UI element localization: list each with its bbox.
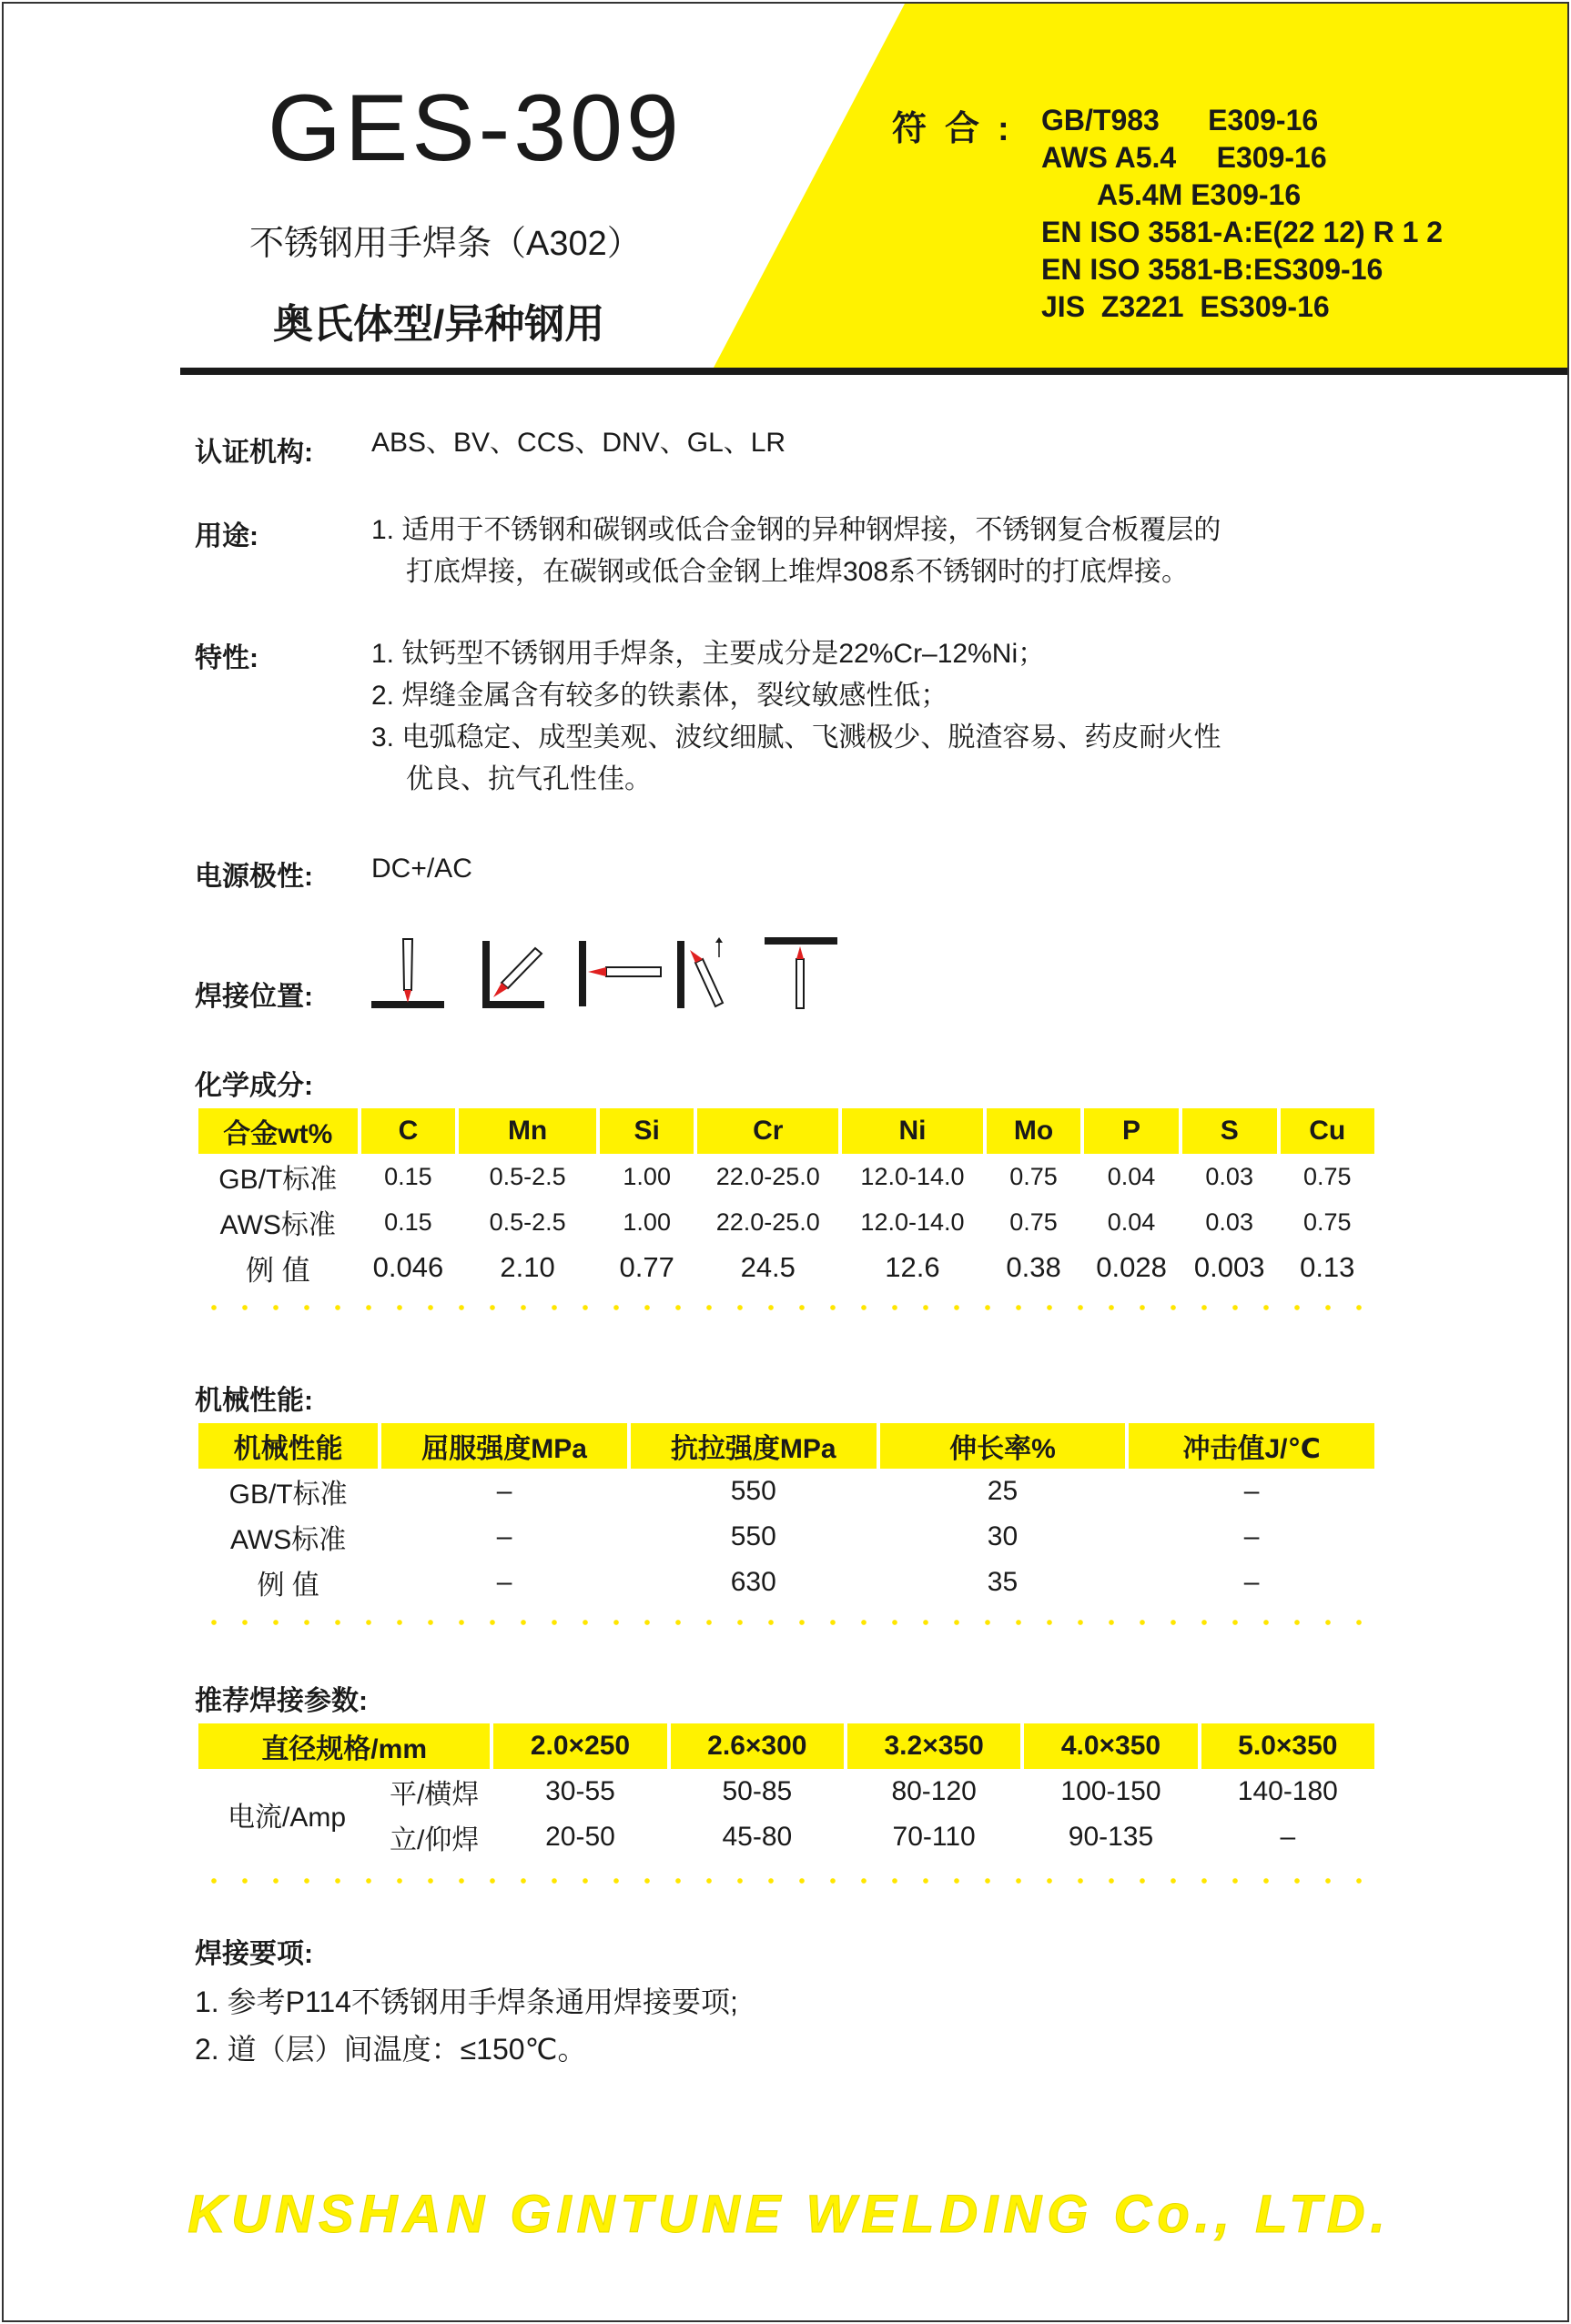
- table-cell: 0.77: [619, 1251, 674, 1283]
- chemistry-header: P: [1084, 1108, 1179, 1154]
- table-row: [198, 1514, 1374, 1560]
- table-cell: 0.03: [1205, 1162, 1253, 1190]
- polarity-label: 电源极性:: [195, 862, 313, 892]
- table-cell: 45-80: [722, 1822, 793, 1852]
- table-cell: 0.04: [1107, 1162, 1156, 1190]
- table-cell: 22.0-25.0: [715, 1207, 820, 1236]
- table-cell: –: [1243, 1476, 1260, 1506]
- table-cell: 例 值: [245, 1254, 310, 1287]
- table-cell: 12.0-14.0: [860, 1162, 965, 1190]
- conform-label: 符合:: [892, 110, 1028, 148]
- table-cell: 立/仰焊: [390, 1825, 480, 1855]
- flat-position-icon: [371, 939, 444, 1008]
- welding-position-icons: [371, 937, 845, 1010]
- conform-standard: JIS Z3221 ES309-16: [1041, 290, 1330, 323]
- table-row: [198, 1245, 1374, 1290]
- chemistry-header: C: [361, 1108, 456, 1154]
- current-label: 电流/Amp: [228, 1803, 347, 1833]
- mechanical-header: 机械性能: [198, 1423, 378, 1469]
- page-frame: [2, 2, 1569, 2322]
- chemistry-header-row: [198, 1108, 1374, 1154]
- feature-line: 3. 电弧稳定、成型美观、波纹细腻、飞溅极少、脱渣容易、药皮耐火性: [371, 722, 1221, 753]
- feature-line: 2. 焊缝金属含有较多的铁素体，裂纹敏感性低；: [371, 681, 948, 711]
- conform-standard: A5.4M E309-16: [1041, 178, 1302, 211]
- table-row: [198, 1469, 1374, 1514]
- horizontal-position-icon: [579, 941, 661, 1006]
- chemistry-header: S: [1182, 1108, 1277, 1154]
- chemistry-header: Cu: [1281, 1108, 1374, 1154]
- table-cell: –: [496, 1476, 512, 1506]
- table-cell: 140-180: [1237, 1776, 1338, 1806]
- product-type: 奥氏体型/异种钢用: [273, 302, 605, 347]
- chemistry-table: [195, 1108, 1378, 1290]
- table-cell: 12.6: [885, 1251, 940, 1283]
- table-cell: 100-150: [1060, 1776, 1161, 1806]
- table-cell: 0.15: [384, 1162, 432, 1190]
- table-row: [198, 1769, 1374, 1814]
- table-row: [198, 1560, 1374, 1605]
- params-header: 2.0×250: [493, 1723, 666, 1769]
- conform-standard: GB/T983 E309-16: [1041, 104, 1319, 136]
- horizontal-fillet-icon: [482, 941, 544, 1008]
- table-cell: –: [496, 1521, 512, 1551]
- feature-line: 1. 钛钙型不锈钢用手焊条，主要成分是22%Cr–12%Ni；: [371, 639, 1046, 669]
- mechanical-table: [195, 1423, 1378, 1605]
- usage-label: 用途:: [195, 521, 258, 551]
- certification-value: ABS、BV、CCS、DNV、GL、LR: [371, 428, 786, 458]
- table-cell: 0.003: [1193, 1251, 1265, 1283]
- dotted-divider: [198, 1305, 1373, 1310]
- params-header: 2.6×300: [671, 1723, 844, 1769]
- note-item: 1. 参考P114不锈钢用手焊条通用焊接要项;: [195, 1986, 738, 2018]
- header-divider: [180, 368, 1569, 375]
- mechanical-header: 抗拉强度MPa: [631, 1423, 877, 1469]
- params-header: 4.0×350: [1024, 1723, 1197, 1769]
- table-cell: AWS标准: [230, 1525, 347, 1555]
- params-table: [195, 1723, 1378, 1860]
- table-cell: GB/T标准: [228, 1480, 348, 1510]
- params-header: 3.2×350: [847, 1723, 1020, 1769]
- welding-notes: [195, 1931, 738, 2073]
- table-row: [198, 1199, 1374, 1245]
- conform-standard: EN ISO 3581-A:E(22 12) R 1 2: [1041, 216, 1444, 248]
- chemistry-header: Cr: [697, 1108, 838, 1154]
- table-cell: 0.5-2.5: [489, 1207, 566, 1236]
- positions-label: 焊接位置:: [195, 982, 313, 1012]
- table-cell: 550: [730, 1521, 776, 1551]
- conform-standards-list: [1041, 102, 1443, 326]
- chemistry-header: Mn: [459, 1108, 596, 1154]
- table-cell: 20-50: [545, 1822, 615, 1852]
- chemistry-header: Mo: [987, 1108, 1080, 1154]
- table-cell: GB/T标准: [218, 1165, 338, 1195]
- features-label: 特性:: [195, 643, 258, 673]
- table-cell: 2.10: [500, 1251, 555, 1283]
- table-cell: 0.75: [1302, 1207, 1352, 1236]
- polarity-value: DC+/AC: [371, 854, 472, 884]
- table-cell: –: [496, 1567, 512, 1597]
- params-header: 5.0×350: [1201, 1723, 1374, 1769]
- note-item: 2. 道（层）间温度：≤150℃。: [195, 2033, 587, 2066]
- table-cell: –: [1243, 1567, 1260, 1597]
- conform-standard: EN ISO 3581-B:ES309-16: [1041, 253, 1383, 286]
- table-cell: –: [1243, 1521, 1260, 1551]
- table-cell: 0.15: [384, 1207, 432, 1236]
- params-header-row: [198, 1723, 1374, 1769]
- table-cell: 550: [730, 1476, 776, 1506]
- table-cell: 80-120: [891, 1776, 977, 1806]
- chemistry-title: 化学成分:: [195, 1071, 313, 1101]
- table-cell: 0.03: [1205, 1207, 1253, 1236]
- table-cell: 24.5: [740, 1251, 796, 1283]
- table-cell: 平/横焊: [390, 1780, 480, 1810]
- table-cell: 0.046: [372, 1251, 444, 1283]
- table-cell: 90-135: [1068, 1822, 1154, 1852]
- table-cell: 50-85: [722, 1776, 793, 1806]
- table-cell: AWS标准: [219, 1210, 336, 1240]
- table-cell: 0.04: [1107, 1207, 1156, 1236]
- table-cell: 25: [987, 1476, 1019, 1506]
- usage-text: [371, 510, 1221, 593]
- table-cell: –: [1280, 1822, 1296, 1852]
- table-cell: 630: [730, 1567, 776, 1597]
- notes-title: 焊接要项:: [195, 1939, 313, 1969]
- company-footer: KUNSHAN GINTUNE WELDING Co., LTD.: [188, 2185, 1391, 2244]
- table-cell: 35: [987, 1567, 1019, 1597]
- product-title: GES-309: [268, 76, 683, 181]
- table-cell: 0.38: [1006, 1251, 1061, 1283]
- feature-line: 优良、抗气孔性佳。: [406, 764, 652, 794]
- mechanical-header: 冲击值J/℃: [1129, 1423, 1374, 1469]
- chemistry-header: Si: [600, 1108, 694, 1154]
- table-row: [198, 1154, 1374, 1199]
- table-cell: 70-110: [892, 1822, 976, 1852]
- usage-line: 1. 适用于不锈钢和碳钢或低合金钢的异种钢焊接，不锈钢复合板覆层的: [371, 515, 1221, 545]
- dotted-divider: [198, 1878, 1373, 1884]
- table-cell: 0.028: [1096, 1251, 1167, 1283]
- table-cell: 0.5-2.5: [489, 1162, 566, 1190]
- table-cell: 30-55: [545, 1776, 615, 1806]
- table-cell: 22.0-25.0: [715, 1162, 820, 1190]
- mechanical-title: 机械性能:: [195, 1386, 313, 1416]
- usage-line: 打底焊接，在碳钢或低合金钢上堆焊308系不锈钢时的打底焊接。: [406, 557, 1190, 587]
- chemistry-header: 合金wt%: [198, 1108, 358, 1154]
- features-text: [371, 633, 1221, 801]
- params-title: 推荐焊接参数:: [195, 1686, 368, 1716]
- table-cell: 0.75: [1302, 1162, 1352, 1190]
- product-subtitle: 不锈钢用手焊条（A302）: [249, 225, 642, 263]
- table-cell: 30: [987, 1521, 1019, 1551]
- table-cell: 0.75: [1009, 1207, 1058, 1236]
- vertical-up-icon: [677, 937, 723, 1008]
- mechanical-header: 屈服强度MPa: [381, 1423, 627, 1469]
- params-header: 直径规格/mm: [198, 1723, 490, 1769]
- table-cell: 1.00: [623, 1162, 671, 1190]
- table-cell: 12.0-14.0: [860, 1207, 965, 1236]
- table-cell: 0.13: [1300, 1251, 1355, 1283]
- table-cell: 1.00: [623, 1207, 671, 1236]
- mechanical-header-row: [198, 1423, 1374, 1469]
- table-cell: 0.75: [1009, 1162, 1058, 1190]
- mechanical-header: 伸长率%: [880, 1423, 1126, 1469]
- conform-standard: AWS A5.4 E309-16: [1041, 141, 1327, 174]
- table-cell: 例 值: [257, 1571, 319, 1601]
- dotted-divider: [198, 1620, 1373, 1625]
- chemistry-header: Ni: [842, 1108, 983, 1154]
- certification-label: 认证机构:: [195, 438, 313, 468]
- overhead-position-icon: [765, 937, 837, 1008]
